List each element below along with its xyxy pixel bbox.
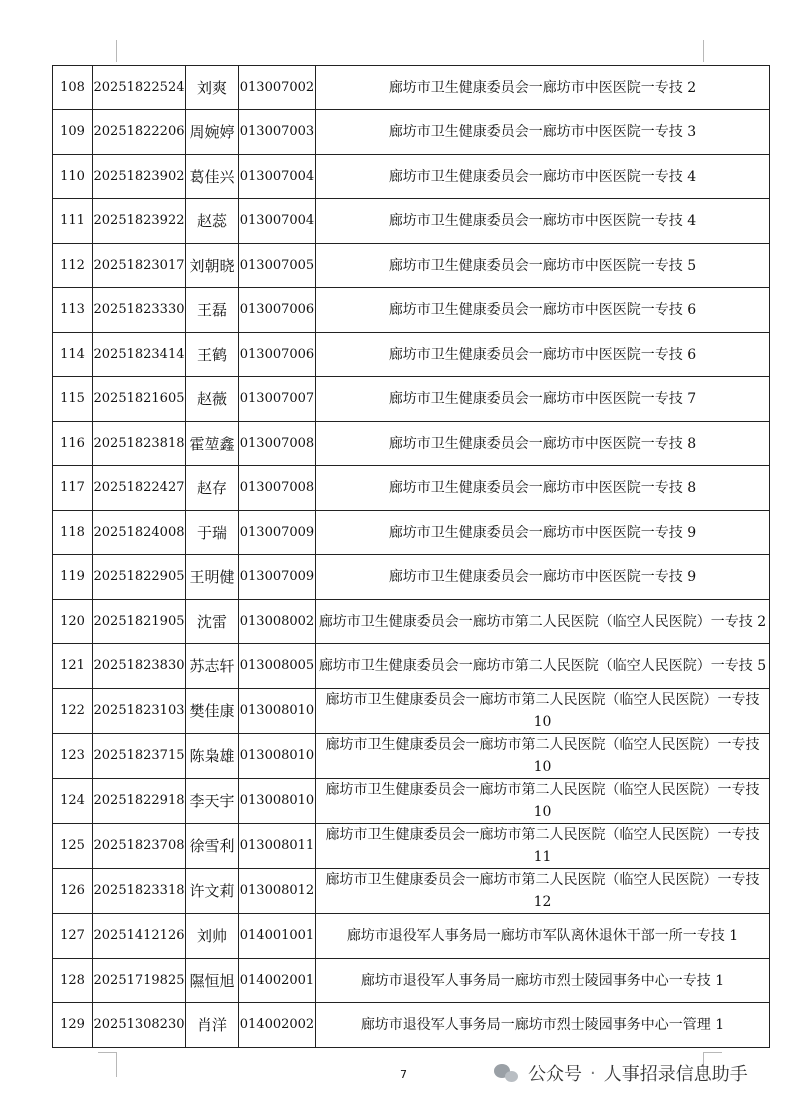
seq-cell: 124 (53, 779, 93, 824)
unit-post-cell: 廊坊市卫生健康委员会一廊坊市中医医院一专技 6 (316, 333, 770, 377)
exam-number-cell: 20251821905 (93, 600, 186, 644)
candidate-name-cell: 樊佳康 (186, 689, 239, 734)
post-code-cell: 014002001 (239, 959, 316, 1003)
exam-number-cell: 20251822427 (93, 466, 186, 511)
exam-number-cell: 20251823830 (93, 644, 186, 689)
table-row (53, 244, 770, 288)
candidate-table (52, 65, 770, 1048)
candidate-name-cell: 陈枭雄 (186, 734, 239, 779)
candidate-name-cell: 刘爽 (186, 66, 239, 110)
table-row (53, 288, 770, 333)
page-corner-mark-top-left (116, 40, 117, 62)
candidate-name-cell: 于瑞 (186, 511, 239, 555)
unit-post-cell: 廊坊市卫生健康委员会一廊坊市第二人民医院（临空人民医院）一专技 10 (316, 779, 770, 824)
table-row (53, 779, 770, 824)
candidate-name-cell: 苏志轩 (186, 644, 239, 689)
candidate-name-cell: 周婉婷 (186, 110, 239, 155)
post-code-cell: 013008012 (239, 869, 316, 914)
unit-post-cell: 廊坊市卫生健康委员会一廊坊市中医医院一专技 6 (316, 288, 770, 333)
post-code-cell: 013007005 (239, 244, 316, 288)
unit-post-cell: 廊坊市卫生健康委员会一廊坊市中医医院一专技 4 (316, 155, 770, 199)
table-row (53, 377, 770, 422)
exam-number-cell: 20251823103 (93, 689, 186, 734)
wechat-watermark (494, 1060, 748, 1086)
table-row (53, 959, 770, 1003)
post-code-cell: 013007008 (239, 466, 316, 511)
unit-post-cell: 廊坊市卫生健康委员会一廊坊市中医医院一专技 8 (316, 466, 770, 511)
seq-cell: 126 (53, 869, 93, 914)
unit-post-cell: 廊坊市卫生健康委员会一廊坊市中医医院一专技 3 (316, 110, 770, 155)
unit-post-cell: 廊坊市卫生健康委员会一廊坊市中医医院一专技 7 (316, 377, 770, 422)
seq-cell: 111 (53, 199, 93, 244)
seq-cell: 121 (53, 644, 93, 689)
candidate-name-cell: 葛佳兴 (186, 155, 239, 199)
candidate-name-cell: 刘帅 (186, 914, 239, 959)
exam-number-cell: 20251824008 (93, 511, 186, 555)
post-code-cell: 014002002 (239, 1003, 316, 1048)
exam-number-cell: 20251823715 (93, 734, 186, 779)
candidate-name-cell: 王磊 (186, 288, 239, 333)
post-code-cell: 013007007 (239, 377, 316, 422)
seq-cell: 118 (53, 511, 93, 555)
candidate-name-cell: 王鹤 (186, 333, 239, 377)
exam-number-cell: 20251823414 (93, 333, 186, 377)
exam-number-cell: 20251823902 (93, 155, 186, 199)
post-code-cell: 014001001 (239, 914, 316, 959)
table-row (53, 869, 770, 914)
seq-cell: 119 (53, 555, 93, 600)
candidate-name-cell: 霍堃鑫 (186, 422, 239, 466)
unit-post-cell: 廊坊市卫生健康委员会一廊坊市中医医院一专技 4 (316, 199, 770, 244)
exam-number-cell: 20251823330 (93, 288, 186, 333)
seq-cell: 109 (53, 110, 93, 155)
post-code-cell: 013008011 (239, 824, 316, 869)
exam-number-cell: 20251822206 (93, 110, 186, 155)
exam-number-cell: 20251822524 (93, 66, 186, 110)
exam-number-cell: 20251823818 (93, 422, 186, 466)
unit-post-cell: 廊坊市卫生健康委员会一廊坊市中医医院一专技 9 (316, 511, 770, 555)
unit-post-cell: 廊坊市卫生健康委员会一廊坊市中医医院一专技 2 (316, 66, 770, 110)
table-row (53, 555, 770, 600)
post-code-cell: 013007004 (239, 155, 316, 199)
seq-cell: 127 (53, 914, 93, 959)
post-code-cell: 013007009 (239, 511, 316, 555)
page-number: 7 (400, 1068, 407, 1081)
table-row (53, 689, 770, 734)
exam-number-cell: 20251719825 (93, 959, 186, 1003)
table-row (53, 824, 770, 869)
table-row (53, 333, 770, 377)
post-code-cell: 013008010 (239, 734, 316, 779)
exam-number-cell: 20251412126 (93, 914, 186, 959)
candidate-name-cell: 徐雪利 (186, 824, 239, 869)
candidate-name-cell: 肖洋 (186, 1003, 239, 1048)
candidate-name-cell: 沈雷 (186, 600, 239, 644)
post-code-cell: 013007006 (239, 288, 316, 333)
seq-cell: 114 (53, 333, 93, 377)
watermark-account-name: 人事招录信息助手 (603, 1064, 748, 1085)
unit-post-cell: 廊坊市卫生健康委员会一廊坊市第二人民医院（临空人民医院）一专技 11 (316, 824, 770, 869)
seq-cell: 117 (53, 466, 93, 511)
post-code-cell: 013008002 (239, 600, 316, 644)
unit-post-cell: 廊坊市退役军人事务局一廊坊市烈士陵园事务中心一专技 1 (316, 959, 770, 1003)
unit-post-cell: 廊坊市卫生健康委员会一廊坊市中医医院一专技 5 (316, 244, 770, 288)
exam-number-cell: 20251822905 (93, 555, 186, 600)
seq-cell: 108 (53, 66, 93, 110)
candidate-name-cell: 赵薇 (186, 377, 239, 422)
seq-cell: 120 (53, 600, 93, 644)
table-row (53, 734, 770, 779)
post-code-cell: 013007002 (239, 66, 316, 110)
seq-cell: 128 (53, 959, 93, 1003)
seq-cell: 115 (53, 377, 93, 422)
seq-cell: 110 (53, 155, 93, 199)
table-row (53, 914, 770, 959)
wechat-logo-icon (494, 1062, 520, 1084)
candidate-name-cell: 刘朝晓 (186, 244, 239, 288)
seq-cell: 125 (53, 824, 93, 869)
unit-post-cell: 廊坊市卫生健康委员会一廊坊市第二人民医院（临空人民医院）一专技 12 (316, 869, 770, 914)
post-code-cell: 013007006 (239, 333, 316, 377)
table-row (53, 110, 770, 155)
watermark-account-type: 公众号 (528, 1064, 582, 1085)
table-row (53, 466, 770, 511)
table-row (53, 644, 770, 689)
exam-number-cell: 20251821605 (93, 377, 186, 422)
candidate-name-cell: 许文莉 (186, 869, 239, 914)
candidate-table-body (53, 66, 770, 1048)
unit-post-cell: 廊坊市卫生健康委员会一廊坊市第二人民医院（临空人民医院）一专技 5 (316, 644, 770, 689)
unit-post-cell: 廊坊市退役军人事务局一廊坊市军队离休退休干部一所一专技 1 (316, 914, 770, 959)
seq-cell: 122 (53, 689, 93, 734)
table-row (53, 66, 770, 110)
post-code-cell: 013007004 (239, 199, 316, 244)
candidate-name-cell: 赵蕊 (186, 199, 239, 244)
table-row (53, 1003, 770, 1048)
candidate-name-cell: 隰恒旭 (186, 959, 239, 1003)
candidate-name-cell: 李天宇 (186, 779, 239, 824)
unit-post-cell: 廊坊市卫生健康委员会一廊坊市第二人民医院（临空人民医院）一专技 10 (316, 689, 770, 734)
unit-post-cell: 廊坊市卫生健康委员会一廊坊市中医医院一专技 9 (316, 555, 770, 600)
exam-number-cell: 20251823922 (93, 199, 186, 244)
table-row (53, 422, 770, 466)
unit-post-cell: 廊坊市卫生健康委员会一廊坊市第二人民医院（临空人民医院）一专技 10 (316, 734, 770, 779)
exam-number-cell: 20251823318 (93, 869, 186, 914)
seq-cell: 113 (53, 288, 93, 333)
post-code-cell: 013008005 (239, 644, 316, 689)
unit-post-cell: 廊坊市卫生健康委员会一廊坊市中医医院一专技 8 (316, 422, 770, 466)
watermark-separator: · (590, 1062, 596, 1084)
seq-cell: 129 (53, 1003, 93, 1048)
post-code-cell: 013007008 (239, 422, 316, 466)
exam-number-cell: 20251308230 (93, 1003, 186, 1048)
unit-post-cell: 廊坊市卫生健康委员会一廊坊市第二人民医院（临空人民医院）一专技 2 (316, 600, 770, 644)
seq-cell: 112 (53, 244, 93, 288)
page-corner-mark-top-right (703, 40, 704, 62)
candidate-name-cell: 王明健 (186, 555, 239, 600)
post-code-cell: 013008010 (239, 689, 316, 734)
unit-post-cell: 廊坊市退役军人事务局一廊坊市烈士陵园事务中心一管理 1 (316, 1003, 770, 1048)
post-code-cell: 013007003 (239, 110, 316, 155)
table-row (53, 511, 770, 555)
seq-cell: 123 (53, 734, 93, 779)
table-row (53, 155, 770, 199)
page-corner-mark-bottom-left (98, 1052, 117, 1077)
post-code-cell: 013008010 (239, 779, 316, 824)
post-code-cell: 013007009 (239, 555, 316, 600)
exam-number-cell: 20251822918 (93, 779, 186, 824)
seq-cell: 116 (53, 422, 93, 466)
exam-number-cell: 20251823017 (93, 244, 186, 288)
exam-number-cell: 20251823708 (93, 824, 186, 869)
table-row (53, 199, 770, 244)
candidate-name-cell: 赵存 (186, 466, 239, 511)
table-row (53, 600, 770, 644)
